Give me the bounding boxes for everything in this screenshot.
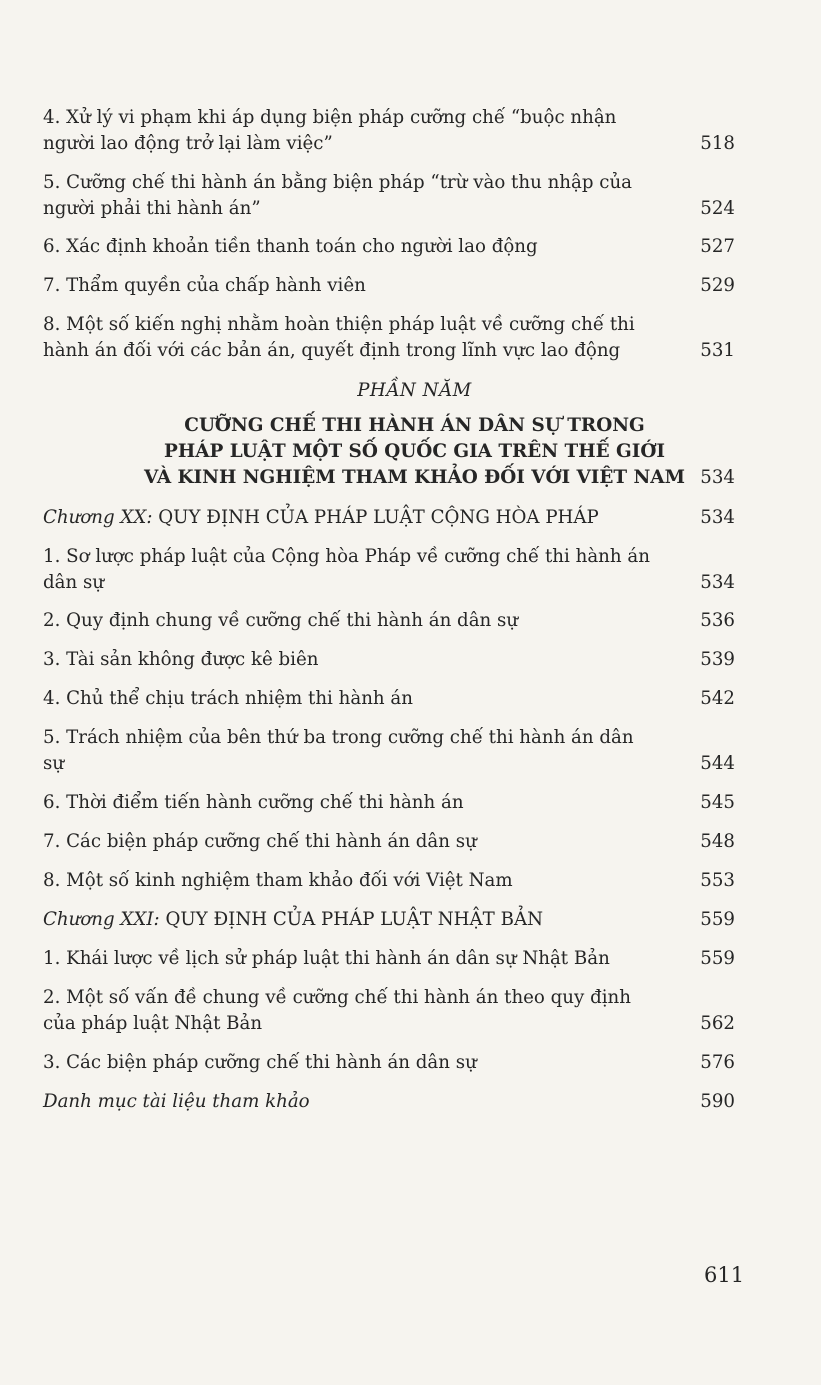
chapter-label: Chương XXI: xyxy=(43,909,160,930)
toc-entry-page: 529 xyxy=(700,275,735,296)
toc-entry-page: 545 xyxy=(700,792,735,813)
chapter-page: 559 xyxy=(700,909,735,930)
toc-entry-title: 4. Xử lý vi phạm khi áp dụng biện pháp cưỡng chế “buộc nhận người lao động trở lại làm việc” xyxy=(43,107,617,154)
part-label: PHẦN NĂM xyxy=(357,380,472,401)
part-title xyxy=(0,413,821,491)
toc-entry-title: 6. Thời điểm tiến hành cưỡng chế thi hành án xyxy=(43,792,464,813)
backmatter-page: 590 xyxy=(700,1091,735,1112)
toc-entry-page: 542 xyxy=(700,688,735,709)
toc-entry-title: 7. Thẩm quyền của chấp hành viên xyxy=(43,275,366,296)
chapter-name: QUY ĐỊNH CỦA PHÁP LUẬT NHẬT BẢN xyxy=(165,909,543,930)
toc-entry-title: 2. Quy định chung về cưỡng chế thi hành án dân sự xyxy=(43,610,519,631)
toc-entry-page: 527 xyxy=(700,236,735,257)
toc-entry-title: 5. Cưỡng chế thi hành án bằng biện pháp “trừ vào thu nhập của người phải thi hành án” xyxy=(43,172,633,219)
toc-entry-title: 8. Một số kiến nghị nhằm hoàn thiện pháp luật về cưỡng chế thi hành án đối với các bản án, quyết định trong lĩnh vực lao động xyxy=(43,314,635,361)
toc-entry-page: 531 xyxy=(700,340,735,361)
chapter-name: QUY ĐỊNH CỦA PHÁP LUẬT CỘNG HÒA PHÁP xyxy=(158,507,599,528)
toc-entry-title: 3. Các biện pháp cưỡng chế thi hành án dân sự xyxy=(43,1052,477,1073)
chapter-title xyxy=(43,505,653,531)
toc-entry-page: 539 xyxy=(700,649,735,670)
toc-entry-page: 544 xyxy=(700,753,735,774)
page-number: 611 xyxy=(704,1263,745,1287)
toc-entry-title: 1. Sơ lược pháp luật của Cộng hòa Pháp về cưỡng chế thi hành án dân sự xyxy=(43,546,650,593)
toc-entry-title: 7. Các biện pháp cưỡng chế thi hành án dân sự xyxy=(43,831,477,852)
toc-entry-title: 8. Một số kinh nghiệm tham khảo đối với Việt Nam xyxy=(43,870,513,891)
toc-entry-title: 3. Tài sản không được kê biên xyxy=(43,649,319,670)
chapter-label: Chương XX: xyxy=(43,507,153,528)
toc-entry-page: 548 xyxy=(700,831,735,852)
toc-entry-title: 2. Một số vấn đề chung về cưỡng chế thi hành án theo quy định của pháp luật Nhật Bản xyxy=(43,987,631,1034)
toc-entry-title: 4. Chủ thể chịu trách nhiệm thi hành án xyxy=(43,688,413,709)
toc-entry-title: 5. Trách nhiệm của bên thứ ba trong cưỡng chế thi hành án dân sự xyxy=(43,727,634,774)
toc-entry-page: 559 xyxy=(700,948,735,969)
toc-entry-page: 576 xyxy=(700,1052,735,1073)
toc-entry-page: 534 xyxy=(700,572,735,593)
part-title-line: VÀ KINH NGHIỆM THAM KHẢO ĐỐI VỚI VIỆT NAM xyxy=(144,467,685,488)
backmatter-title: Danh mục tài liệu tham khảo xyxy=(43,1091,310,1112)
part-title-line: CƯỠNG CHẾ THI HÀNH ÁN DÂN SỰ TRONG xyxy=(184,415,645,436)
toc-entry-page: 518 xyxy=(700,133,735,154)
toc-entry-title: 6. Xác định khoản tiền thanh toán cho người lao động xyxy=(43,236,538,257)
toc-entry-page: 536 xyxy=(700,610,735,631)
toc-entry-page: 553 xyxy=(700,870,735,891)
part-title-line: PHÁP LUẬT MỘT SỐ QUỐC GIA TRÊN THẾ GIỚI xyxy=(164,441,665,462)
toc-entry-page: 562 xyxy=(700,1013,735,1034)
chapter-page: 534 xyxy=(700,507,735,528)
toc-entry-page: 524 xyxy=(700,198,735,219)
part-page: 534 xyxy=(700,467,735,488)
chapter-title xyxy=(43,907,653,933)
toc-entry-title: 1. Khái lược về lịch sử pháp luật thi hành án dân sự Nhật Bản xyxy=(43,948,610,969)
